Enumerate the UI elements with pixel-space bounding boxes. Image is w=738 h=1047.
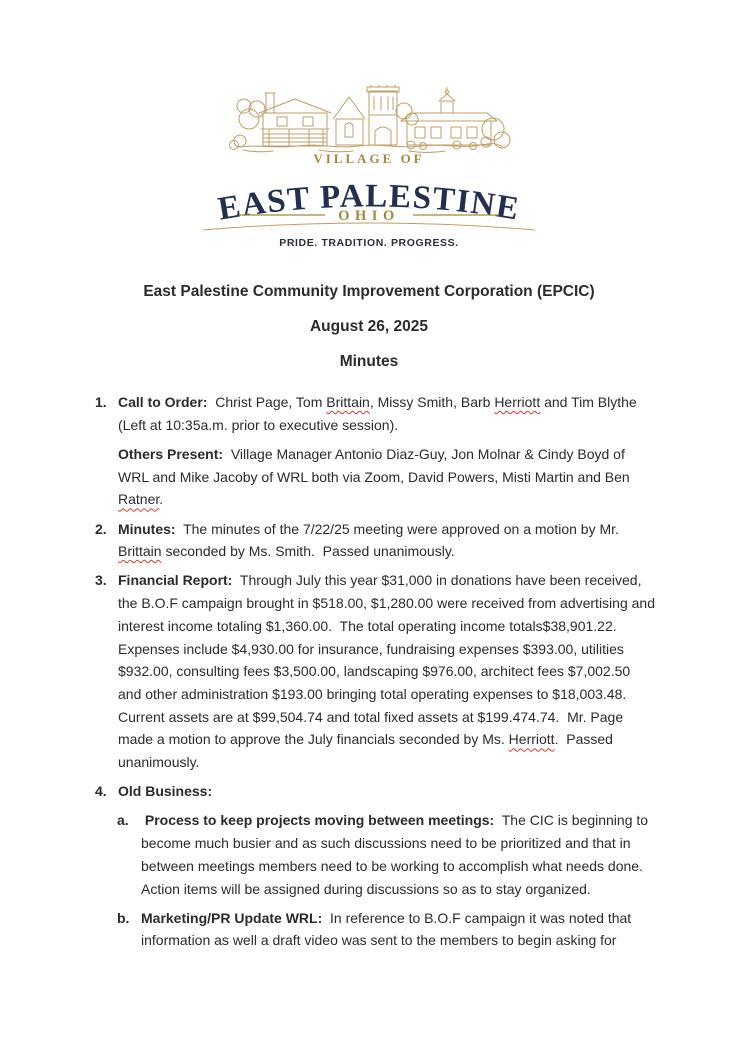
minutes-paragraph: Minutes: The minutes of the 7/22/25 meeting were approved on a motion by Mr. Brittain seconded by Ms. Smith. Passed unanimously. [118,520,623,560]
misspelled-word: Brittain [118,543,162,560]
logo-village-of-text: VILLAGE OF [313,151,425,166]
minutes-subitem [117,809,655,906]
item-body [118,391,655,518]
misspelled-word: Herriott [508,731,555,748]
minutes-paragraph: Others Present: Village Manager Antonio Diaz-Guy, Jon Molnar & Cindy Boyd of WRL and Mike Jacoby of WRL both via Zoom, David Powers, Misti Martin and Ben Ratner. [118,445,634,508]
minutes-list [95,391,659,959]
minutes-item [95,518,655,570]
item-number: 1. [95,394,107,410]
logo-city-text: EAST PALESTINE [215,178,523,228]
item-body [141,809,655,906]
misspelled-word: Herriott [494,394,541,410]
item-body [118,518,655,570]
minutes-item [95,569,659,780]
misspelled-word: Brittain [326,394,370,410]
minutes-paragraph: Marketing/PR Update WRL: In reference to B.O.F campaign it was noted that information as well a draft video was sent to the members to begin asking for [141,909,636,949]
logo-underline-arc [203,223,535,230]
document-title: East Palestine Community Improvement Corporation (EPCIC) [143,283,595,300]
minutes-paragraph: Call to Order: Christ Page, Tom Brittain, Missy Smith, Barb Herriott and Tim Blythe (Left at 10:35a.m. prior to executive session). [118,394,641,433]
minutes-paragraph: Process to keep projects moving between meetings: The CIC is beginning to become much busier and as such discussions need to be prioritized and that in between meetings members need to be working to accomplish what needs done. Action items will be assigned during discussions so as to stay organized. [141,812,652,897]
item-body [118,780,655,809]
document-type-heading: Minutes [339,353,399,370]
minutes-paragraph: Financial Report: Through July this year $31,000 in donations have been received, the B.O.F campaign brought in $518.00, $1,280.00 were received from advertising and interest income totaling $1,360.00. The total operating income totals$38,901.22. Expenses include $4,930.00 for insurance, fundraising expenses $393.00, utilities $932.00, consulting fees $3,500.00, landscaping $976.00, architect fees $7,002.50 and other administration $193.00 bringing total operating expenses to $18,003.48. Current assets are at $99,504.74 and total fixed assets at $199.474.74. Mr. Page made a motion to approve the July financials seconded by Ms. Herriott. Passed unanimously. [118,572,659,771]
village-logo [199,85,539,254]
subitem-letter: a. [117,812,129,829]
minutes-item [95,780,655,809]
subitem-letter: b. [117,909,130,926]
item-number: 4. [95,783,107,800]
logo-tagline-text: PRIDE. TRADITION. PROGRESS. [279,237,459,249]
item-body [118,569,659,780]
buildings-illustration [230,85,511,153]
minutes-item [95,391,655,518]
logo-state-text: OHIO [338,208,400,224]
item-number: 3. [95,572,107,589]
item-body [141,907,655,959]
item-number: 2. [95,520,107,537]
minutes-subitem [117,907,655,959]
minutes-paragraph: Old Business: [118,783,213,800]
village-logo-svg [199,85,539,249]
document-date: August 26, 2025 [309,318,429,335]
misspelled-word: Ratner [118,491,160,508]
